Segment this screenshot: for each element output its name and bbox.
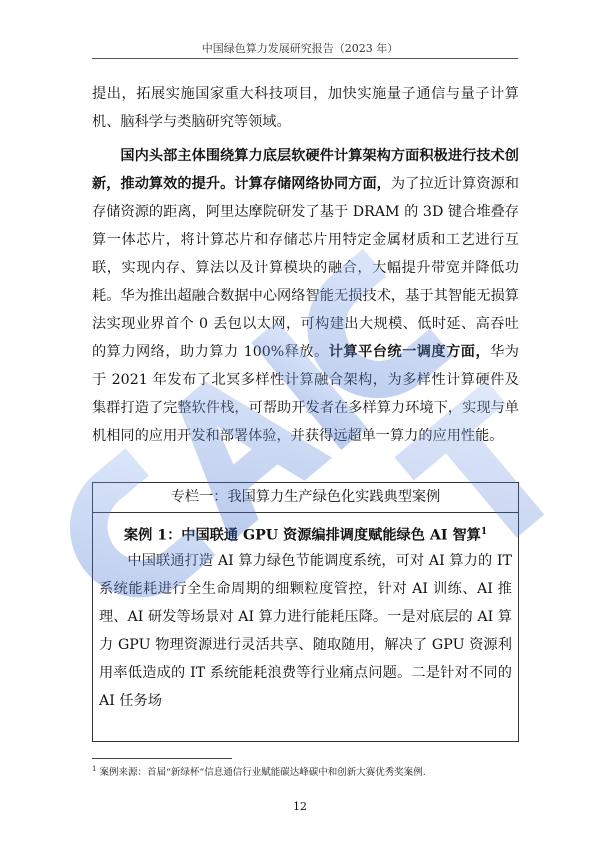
platform-scheduling-text: 华为于 2021 年发布了北冥多样性计算融合架构，为多样性计算硬件及集群打造了完整软件栈，可帮助开发者在多样算力环境下，实现与单机相同的应用开发和部署体验，并获得远超单一算力的应用性能。 [92,344,519,444]
footnote [92,764,519,778]
paragraph-intro: 提出，拓展实施国家重大科技项目，加快实施量子通信与量子计算机、脑科学与类脑研究等领域。 [92,86,519,130]
header-divider [92,58,518,59]
case-body: 中国联通打造 AI 算力绿色节能调度系统，可对 AI 算力的 IT 系统能耗进行全生命周期的细颗粒度管控，针对 AI 训练、AI 推理、AI 研发等场景对 AI 算力进行能耗压降。一是对底层的 AI 算力 GPU 物理资源进行灵活共享、随取随用，解决了 GPU 资源利用率低造成的 IT 系统能耗浪费等行业痛点问题。二是针对不同的 AI 任务场 [99,553,512,709]
lead-bold-text: 国内头部主体围绕算力底层软硬件计算架构方面积极进行技术创新，推动算效的提升。 [92,148,519,192]
case-title-text: 案例 1：中国联通 GPU 资源编排调度赋能绿色 AI 智算 [123,527,481,544]
footnote-marker: 1 [92,764,97,773]
case-title [93,519,518,545]
paragraph-innovation [92,142,519,450]
case-box [92,482,519,742]
box-title: 专栏一：我国算力生产绿色化实践典型案例 [93,483,518,513]
footnote-divider [92,758,232,759]
page-number: 12 [293,800,307,813]
compute-storage-text: 为了拉近计算资源和存储资源的距离，阿里达摩院研发了基于 DRAM 的 3D 键合堆叠存算一体芯片，将计算芯片和存储芯片用特定金属材质和工艺进行互联，实现内存、算法以及计算模块的融合，大幅提升带宽并降低功耗。华为推出超融合数据中心网络智能无损技术，基于其智能无损算法实现业界首个 0 丢包以太网，可构建出大规模、低时延、高吞吐的算力网络，助力算力 100%释放。 [92,176,519,360]
subheading-platform-scheduling: 计算平台统一调度方面， [328,344,491,360]
footnote-text: 案例来源：首届“新绿杯“信息通信行业赋能碳达峰碳中和创新大赛优秀奖案例. [99,767,426,778]
running-header: 中国绿色算力发展研究报告（2023 年） [201,42,399,55]
footnote-ref[interactable]: 1 [480,527,488,537]
subheading-compute-storage: 计算存储网络协同方面， [234,176,391,192]
